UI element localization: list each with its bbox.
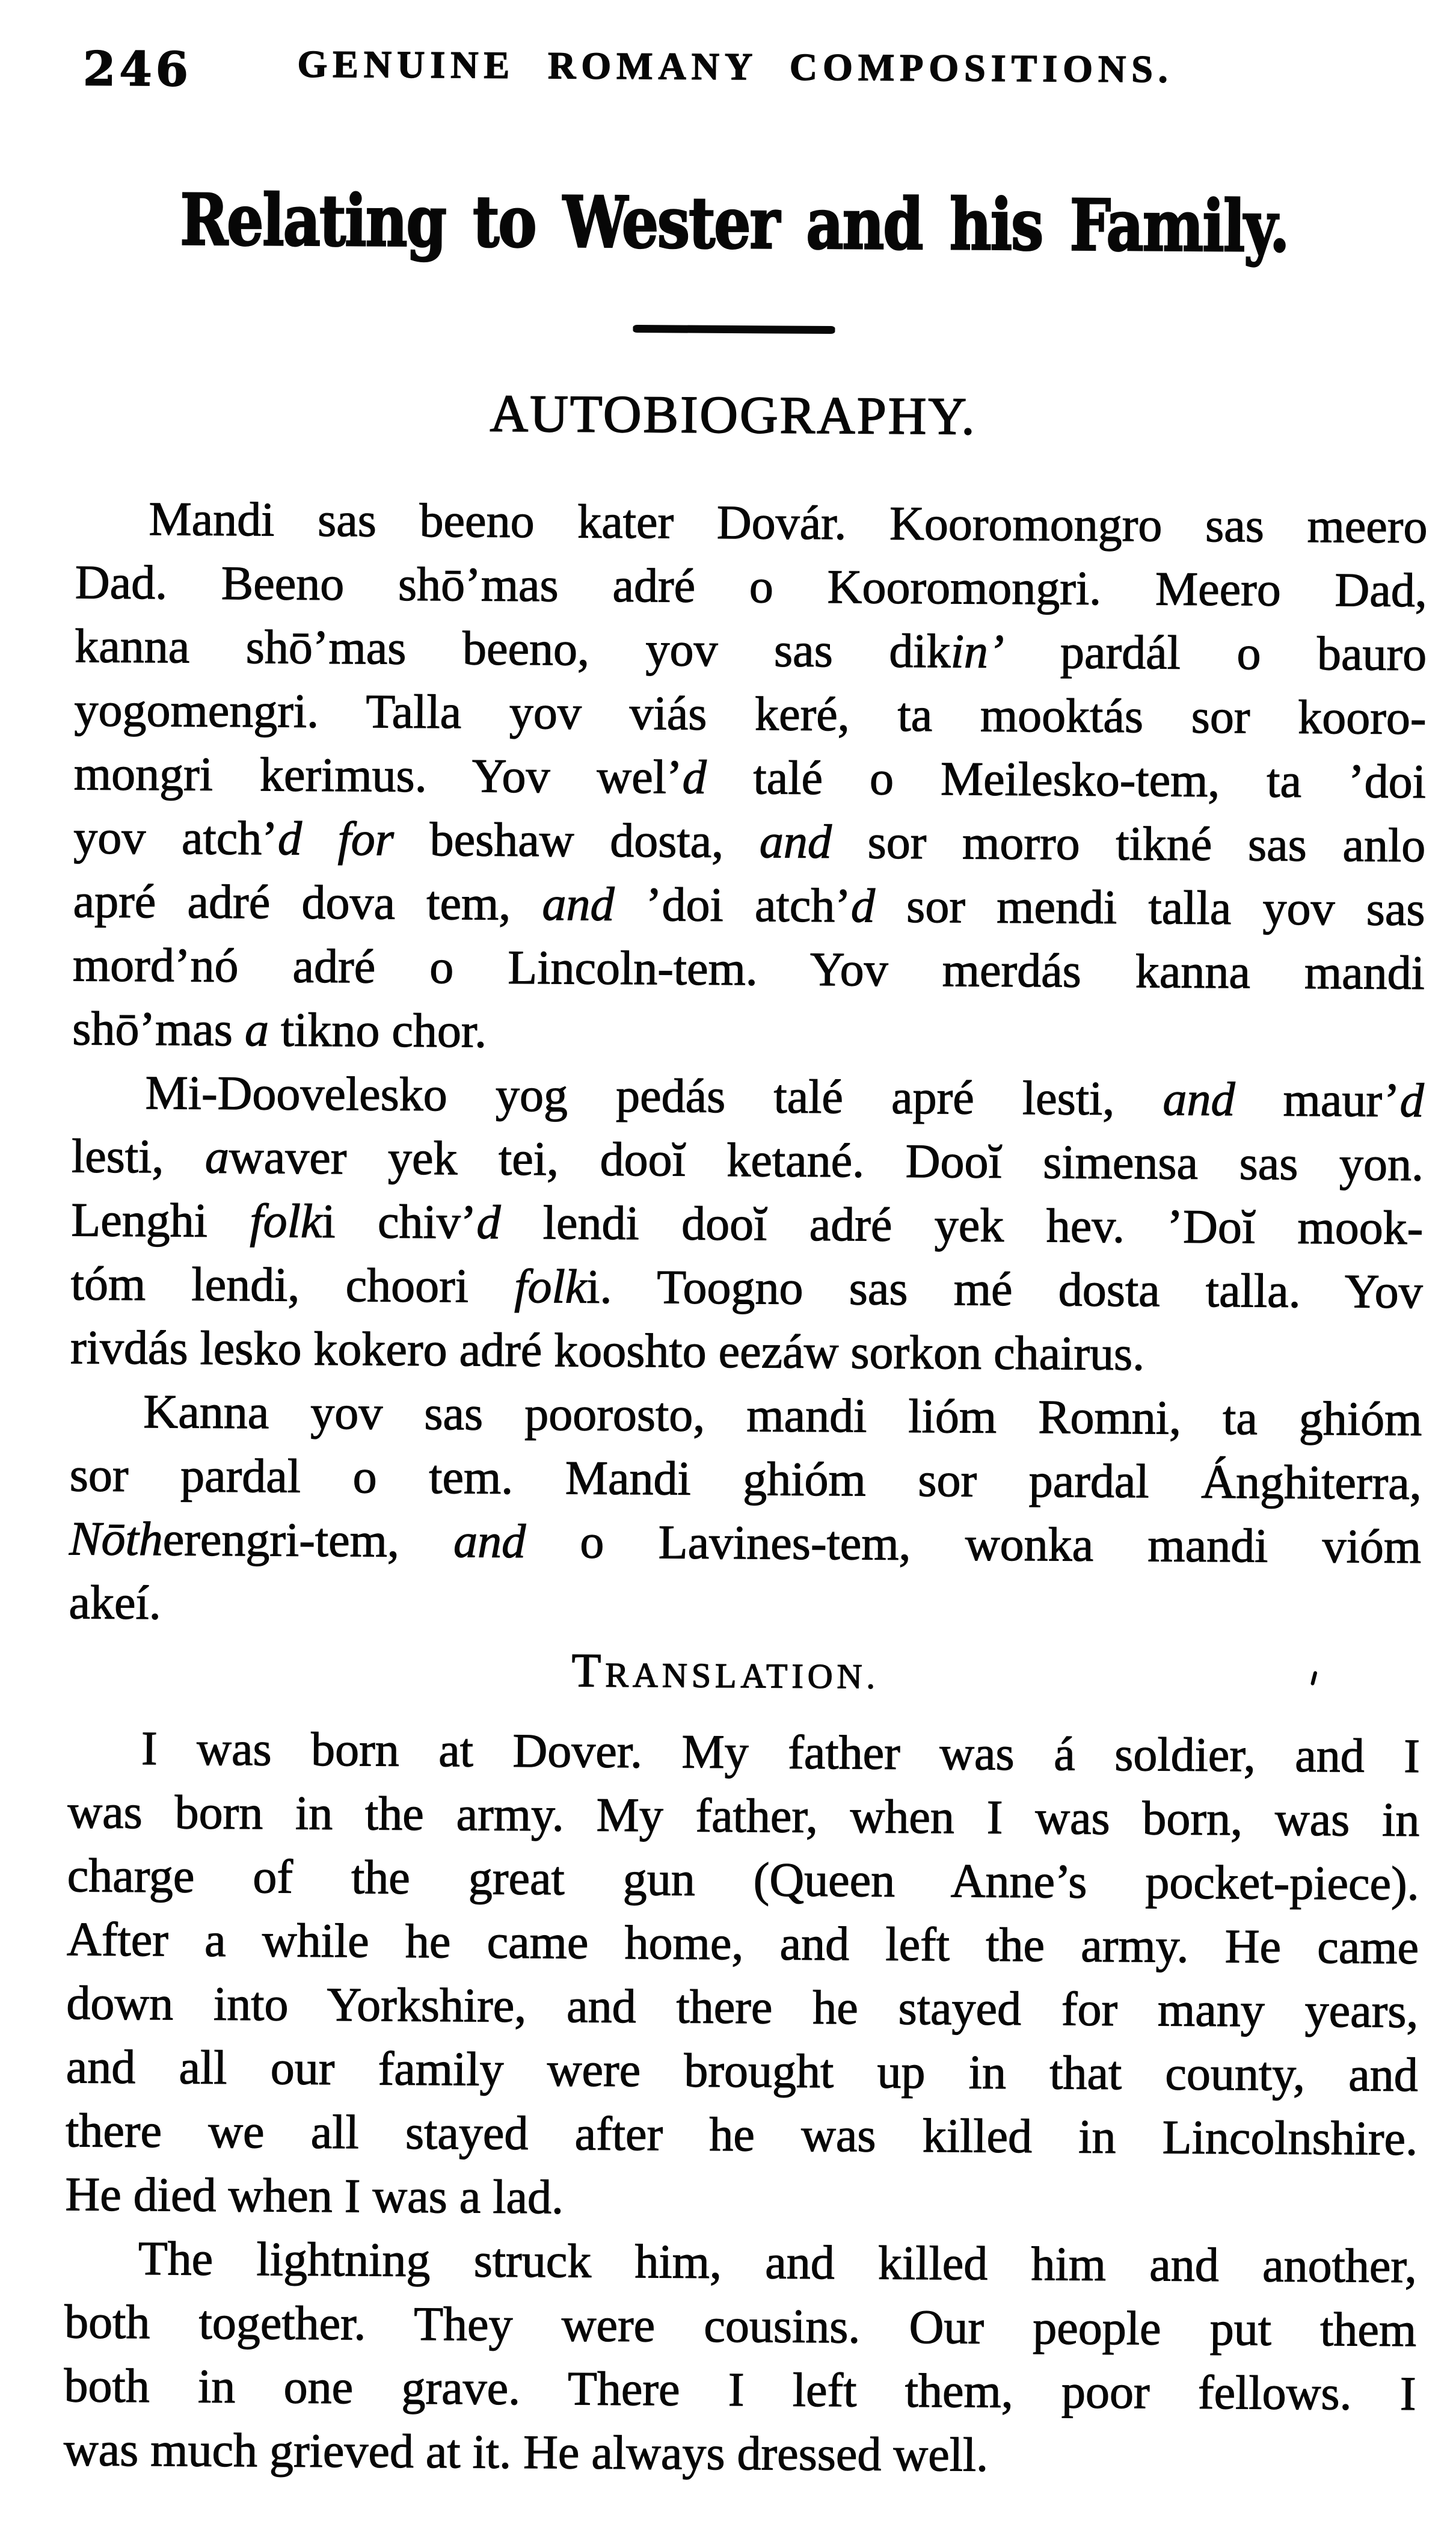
text-segment: kanna shō’mas beeno, yov sas dik	[74, 620, 951, 679]
text-line	[75, 550, 1428, 623]
paragraph	[69, 1379, 1422, 1643]
text-line	[73, 805, 1426, 878]
text-segment: i. Toogno sas mé dosta talla. Yov	[586, 1260, 1423, 1319]
text-line	[64, 2354, 1416, 2426]
text-line	[74, 742, 1427, 814]
text-line	[68, 1716, 1421, 1788]
text-segment: tóm lendi, choori	[70, 1257, 515, 1313]
text-segment: lesti,	[71, 1130, 206, 1184]
italic-text-segment: a	[244, 1003, 269, 1057]
paragraph	[70, 1060, 1424, 1388]
text-line	[64, 2290, 1417, 2362]
text-line	[72, 1124, 1424, 1196]
text-line	[71, 1188, 1424, 1260]
italic-text-segment: d	[1399, 1074, 1424, 1128]
text-line	[67, 1844, 1419, 1916]
text-line	[75, 614, 1427, 686]
text-segment: akeí.	[69, 1576, 162, 1630]
italic-text-segment: in’	[950, 625, 1004, 679]
text-line	[75, 487, 1428, 559]
text-line	[65, 2226, 1418, 2298]
italic-text-segment: and	[759, 815, 832, 869]
text-segment: After a while he came home, and left the army. He came	[66, 1913, 1419, 1975]
text-segment: erengri-tem,	[162, 1513, 454, 1568]
text-line	[70, 1316, 1423, 1388]
text-segment: Mandi sas beeno kater Dovár. Kooromongro sas meero	[149, 493, 1428, 554]
text-segment: there we all stayed after he was killed in Lincolnshire.	[65, 2104, 1418, 2166]
text-line	[73, 869, 1425, 941]
italic-text-segment: d	[682, 751, 707, 804]
text-segment: both together. They were cousins. Our people put them	[64, 2295, 1417, 2357]
text-segment: Mi-Doovelesko yog pedás talé apré lesti,	[145, 1067, 1163, 1126]
autobiography-heading: AUTOBIOGRAPHY.	[490, 384, 977, 446]
text-segment: both in one grave. There I left them, poor fellows. I	[64, 2359, 1416, 2421]
paragraph	[65, 1716, 1420, 2235]
paragraph	[64, 2226, 1418, 2490]
text-segment: apré adré dova tem,	[73, 875, 542, 931]
title-divider-rule	[633, 325, 835, 334]
text-segment: yogomengri. Talla yov viás keré, ta mooktás sor kooro-	[74, 683, 1427, 745]
text-line	[74, 678, 1427, 750]
text-line	[70, 1252, 1423, 1324]
text-line	[67, 1780, 1420, 1852]
italic-text-segment: and	[1163, 1073, 1235, 1127]
italic-text-segment: a	[204, 1130, 230, 1184]
text-segment: shō’mas	[72, 1002, 245, 1057]
text-segment: lendi dooĭ adré yek hev. ’Doĭ mook-	[500, 1196, 1424, 1255]
text-line	[72, 997, 1425, 1069]
text-line	[64, 2418, 1416, 2490]
text-segment: sor mendi talla yov sas	[874, 879, 1425, 937]
text-segment: o Lavines-tem, wonka mandi vióm	[525, 1515, 1422, 1574]
text-segment: down into Yorkshire, and there he stayed for many years,	[66, 1977, 1419, 2039]
text-segment: maur’	[1235, 1073, 1400, 1127]
text-segment: i chiv’	[322, 1195, 477, 1249]
text-segment: Dad. Beeno shō’mas adré o Kooromongri. Meero Dad,	[75, 556, 1428, 618]
text-segment: Lenghi	[71, 1193, 250, 1248]
text-line	[66, 2099, 1418, 2171]
text-segment: mongri kerimus. Yov wel’	[73, 747, 683, 804]
text-line	[69, 1571, 1421, 1643]
italic-text-segment: Nōth	[69, 1512, 164, 1566]
text-line	[67, 1907, 1419, 1980]
text-line	[73, 933, 1425, 1005]
paragraph	[72, 487, 1428, 1069]
italic-text-segment: and	[453, 1515, 526, 1568]
text-segment: Kanna yov sas poorosto, mandi lióm Romni, ta ghióm	[143, 1385, 1422, 1447]
italic-text-segment: d for	[277, 812, 395, 866]
text-segment: tikno chor.	[268, 1003, 487, 1058]
text-segment: was much grieved at it. He always dressed well.	[63, 2423, 989, 2482]
text-line	[66, 1971, 1419, 2043]
text-segment: charge of the great gun (Queen Anne’s pocket-piece).	[67, 1849, 1419, 1911]
text-segment: yov atch’	[73, 811, 278, 866]
text-line	[72, 1060, 1424, 1133]
text-segment: ’doi atch’	[614, 878, 852, 933]
text-segment: talé o Meilesko-tem, ta ’doi	[706, 751, 1427, 809]
text-segment: was born in the army. My father, when I was born, was in	[67, 1785, 1420, 1847]
text-segment: and all our family were brought up in that county, and	[66, 2040, 1419, 2102]
translation-text-block	[64, 1716, 1421, 2490]
romany-text-block	[69, 487, 1428, 1643]
text-segment: mord’nó adré o Lincoln-tem. Yov merdás kanna mandi	[72, 938, 1425, 1000]
italic-text-segment: d	[476, 1196, 501, 1249]
text-line	[65, 2162, 1418, 2235]
page-number: 246	[82, 42, 192, 97]
italic-text-segment: and	[542, 878, 615, 931]
section-title-blackletter: Relating to Wester and his Family.	[180, 178, 1289, 268]
text-segment: I was born at Dover. My father was á soldier, and I	[141, 1722, 1421, 1784]
text-line	[69, 1443, 1422, 1515]
italic-text-segment: folk	[250, 1195, 322, 1248]
italic-text-segment: folk	[514, 1260, 587, 1314]
text-line	[70, 1379, 1422, 1451]
text-segment: sor morro tikné sas anlo	[831, 816, 1426, 873]
running-title: GENUINE ROMANY COMPOSITIONS.	[297, 42, 1174, 91]
text-segment: The lightning struck him, and killed him and another,	[138, 2232, 1418, 2294]
text-segment: sor pardal o tem. Mandi ghióm sor pardal Ánghiterra,	[69, 1448, 1422, 1510]
text-line	[69, 1507, 1422, 1579]
running-header	[7, 40, 1456, 115]
text-segment: beshaw dosta,	[393, 813, 760, 869]
text-segment: rivdás lesko kokero adré kooshto eezáw sorkon chairus.	[70, 1321, 1145, 1381]
text-segment: waver yek tei, dooĭ ketané. Dooĭ simensa sas yon.	[229, 1130, 1424, 1192]
translation-heading: TRANSLATION.	[571, 1644, 880, 1697]
text-segment: He died when I was a lad.	[65, 2168, 564, 2224]
text-segment: pardál o bauro	[1004, 625, 1427, 682]
text-line	[66, 2035, 1418, 2107]
italic-text-segment: d	[850, 879, 876, 933]
